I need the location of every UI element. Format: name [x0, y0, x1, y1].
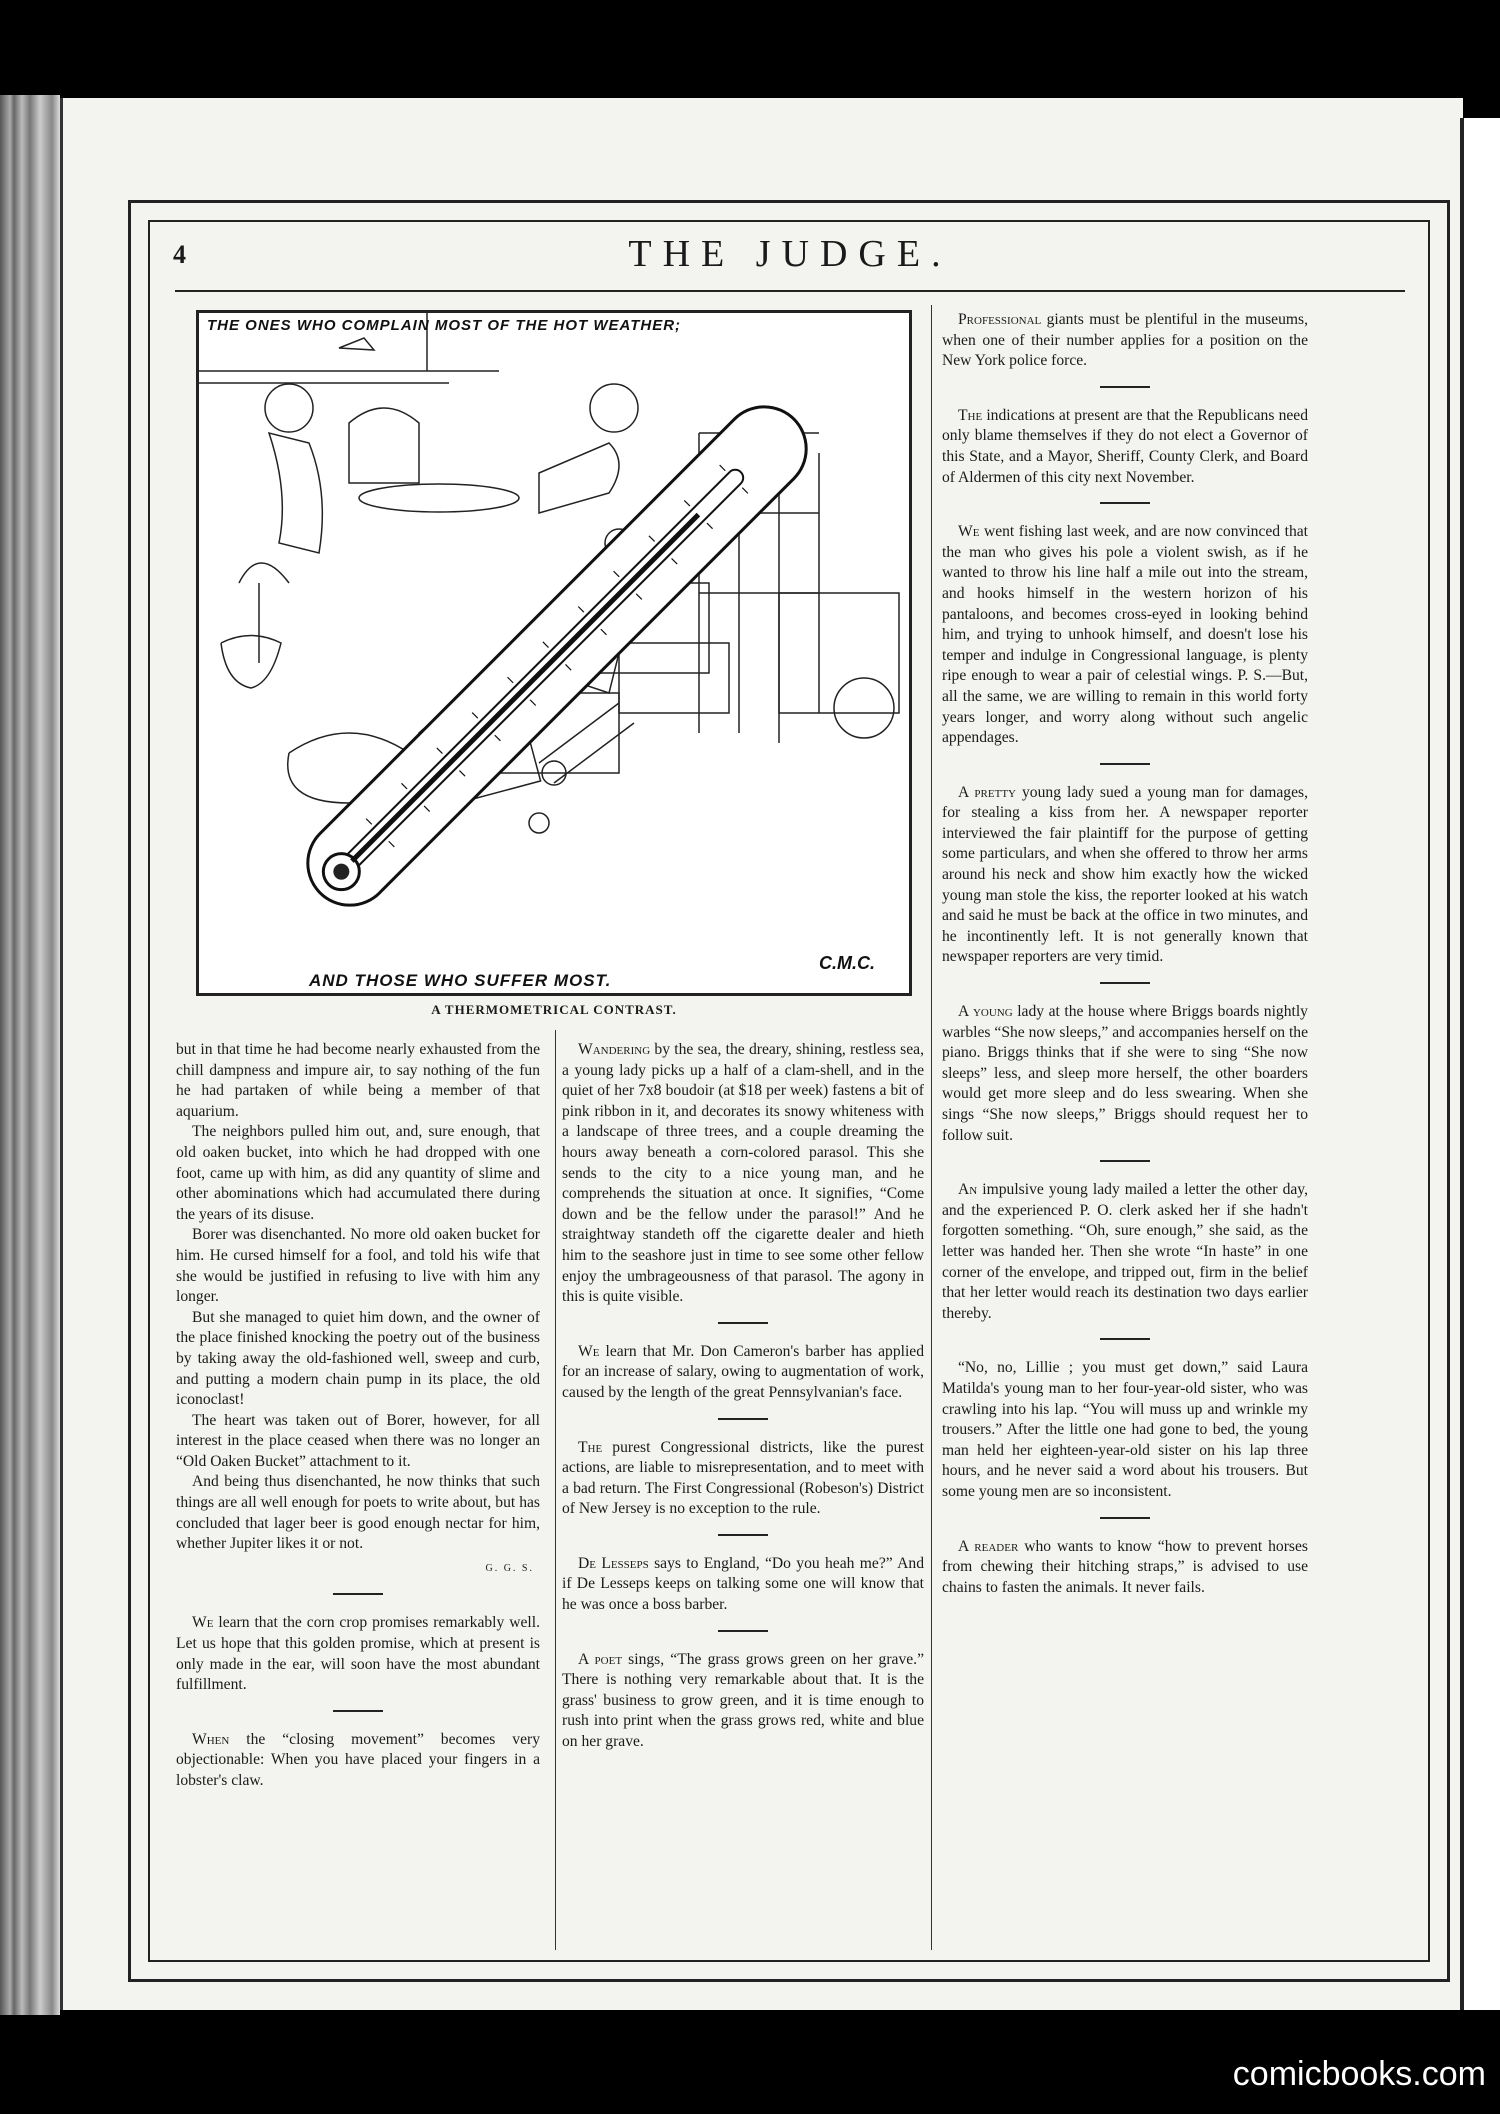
paragraph — [562, 1040, 924, 1308]
paragraph-text: sings, “The grass grows green on her grave.” There is nothing very remarkable about that. It is the grass' business to grow green, and it is time enough to rush into print when the grass grows red, white and blue on her grave. — [562, 1650, 924, 1751]
column-1 — [176, 1040, 540, 1792]
paragraph-text: lady at the house where Briggs boards nightly warbles “She now sleeps,” and accompanies herself on the piano. Briggs thinks that if she were to sing “She now sleeps” less, and sleep more herself, the other boarders would get more sleep and do less swearing. When she sings “She now sleeps,” Briggs should request her to follow suit. — [942, 1003, 1308, 1144]
author-initials: G. G. S. — [485, 1562, 534, 1574]
illustration-caption: A THERMOMETRICAL CONTRAST. — [431, 1002, 677, 1017]
masthead-rule — [175, 290, 1405, 292]
paragraph — [942, 1537, 1308, 1599]
paragraph-text: by the sea, the dreary, shining, restless sea, a young lady picks up a half of a clam-shell, and in the quiet of her 7x8 boudoir (at $18 per week) fastens a bit of pink ribbon in it, and decorates its snowy whiteness with a landscape of three trees, and a couple dreaming the hours away beneath a corn-colored parasol. This she sends to the city to a nice young man, and he comprehends the situation at once. It signifies, “Come down and be the fellow under the parasol!” And he straightway standeth off the cigarette dealer and hieth him to the seashore just in time to see some other fellow enjoy the umbrageousness of that parasol. The agony in this is quite visible. — [562, 1041, 924, 1306]
lead-word: Professional — [958, 311, 1042, 328]
section-divider — [718, 1534, 768, 1536]
lead-word: The — [578, 1438, 603, 1456]
paragraph-text: giants must be plentiful in the museums, when one of their number applies for a position on the New York police force. — [942, 311, 1308, 370]
page-number: 4 — [173, 240, 186, 269]
lead-word: A pretty — [958, 783, 1016, 801]
paragraph-text: the “closing movement” becomes very objectionable: When you have placed your fingers in a lobster's claw. — [176, 1730, 540, 1789]
paragraph: The neighbors pulled him out, and, sure enough, that old oaken bucket, into which he had dropped with one foot, came up with him, as did any quantity of slime and other abominations which had accumulated there during the years of its disuse. — [176, 1123, 540, 1223]
book-binding — [0, 95, 60, 2015]
paragraph: but in that time he had become nearly exhausted from the chill dampness and impure air, to say nothing of the fun he had partaken of while being a member of that aquarium. — [176, 1041, 540, 1120]
paragraph-text: purest Congressional districts, like the purest actions, are liable to misrepresentation, and to meet with a bad return. The First Congressional (Robeson's) District of New Jersey is no exception to the rule. — [562, 1438, 924, 1518]
illustration — [196, 310, 912, 996]
column-2 — [562, 1040, 924, 1753]
paragraph — [942, 522, 1308, 749]
site-watermark: comicbooks.com — [1232, 2055, 1486, 2093]
section-divider — [1100, 386, 1150, 388]
lead-word: An — [958, 1181, 978, 1199]
masthead-title: THE JUDGE. — [628, 233, 952, 275]
paragraph — [562, 1650, 924, 1753]
section-divider — [333, 1593, 383, 1595]
section-divider — [1100, 1338, 1150, 1340]
artist-signature: C.M.C. — [819, 953, 875, 973]
section-divider — [1100, 1517, 1150, 1519]
lead-word: A reader — [958, 1537, 1019, 1555]
paragraph — [942, 1180, 1308, 1324]
section-divider — [718, 1322, 768, 1324]
paragraph — [942, 1002, 1308, 1146]
section-divider — [333, 1710, 383, 1712]
next-page-edge — [1460, 118, 1500, 2010]
paragraph — [942, 406, 1308, 488]
paragraph: Borer was disenchanted. No more old oaken bucket for him. He cursed himself for a fool, and told his wife that she would be justified in refusing to live with him any longer. — [176, 1226, 540, 1306]
paragraph-text: impulsive young lady mailed a letter the other day, and the experienced P. O. clerk asked her if she hadn't forgotten something. “Oh, sure enough,” she said, as the letter was handed her. Then she wrote “In haste” in one corner of the envelope, and tripped out, firm in the belief that her letter would reach its destination two days earlier thereby. — [942, 1181, 1308, 1322]
lead-word: A poet — [578, 1650, 623, 1668]
lead-word: A young — [958, 1003, 1013, 1021]
lead-word: The — [958, 406, 983, 424]
illustration-bottom-label: AND THOSE WHO SUFFER MOST. — [309, 971, 612, 990]
section-divider — [718, 1630, 768, 1632]
section-divider — [1100, 1160, 1150, 1162]
paragraph — [562, 1342, 924, 1404]
section-divider — [1100, 982, 1150, 984]
paragraph-text: learn that Mr. Don Cameron's barber has applied for an increase of salary, owing to augmentation of work, caused by the length of the great Pennsylvanian's face. — [562, 1342, 924, 1401]
paragraph-text: indications at present are that the Republicans need only blame themselves if they do not elect a Governor of this State, and a Mayor, Sheriff, County Clerk, and Board of Aldermen of this city next November. — [942, 406, 1308, 486]
illustration-top-label: THE ONES WHO COMPLAIN MOST OF THE HOT WEATHER; — [207, 317, 682, 334]
paragraph-text: went fishing last week, and are now convinced that the man who gives his pole a violent swish, as if he wanted to throw his line half a mile out into the stream, and hooks himself in the western horizon of his pantaloons, and becomes cross-eyed in looking behind him, and trying to unhook himself, and doesn't lose his temper and indulge in Congressional language, is plenty ripe enough to wear a pair of celestial wings. P. S.—But, all the same, we are willing to remain in this world forty years longer, and worry along without such angelic appendages. — [942, 523, 1308, 747]
paragraph-text: young lady sued a young man for damages, for stealing a kiss from her. A newspaper reporter interviewed the fair plaintiff for the purpose of getting some particulars, and when she offered to throw her arms around his neck and show him exactly how the wicked young man stole the kiss, the reporter looked at his watch and said he must be back at the office in two minutes, and he incontinently left. It is not generally known that newspaper reporters are very timid. — [942, 783, 1308, 966]
section-divider — [1100, 502, 1150, 504]
paragraph-text: says to England, “Do you heah me?” And if De Lesseps keeps on talking some one will know that he was once a boss barber. — [562, 1554, 924, 1614]
column-3 — [942, 310, 1308, 1598]
lead-word: When — [192, 1730, 230, 1748]
paragraph — [176, 1613, 540, 1695]
paragraph: The heart was taken out of Borer, however, for all interest in the place ceased when there was no longer an “Old Oaken Bucket” attachment to it. — [176, 1411, 540, 1470]
paragraph — [176, 1730, 540, 1792]
section-divider — [1100, 763, 1150, 765]
lead-word: De Lesseps — [578, 1554, 649, 1572]
paragraph: And being thus disenchanted, he now thinks that such things are all well enough for poets to write about, but has concluded that lager beer is good enough nectar for him, whether Jupiter likes it or not. — [176, 1473, 540, 1553]
paragraph-text: learn that the corn crop promises remarkably well. Let us hope that this golden promise, which at present is only made in the ear, will soon have the most abundant fulfillment. — [176, 1614, 540, 1694]
paragraph — [562, 1438, 924, 1520]
section-divider — [718, 1418, 768, 1420]
lead-word: We — [192, 1614, 214, 1632]
lead-word: Wandering — [578, 1041, 651, 1058]
paragraph — [942, 310, 1308, 372]
column-rule-1 — [555, 1030, 556, 1950]
column-rule-2 — [931, 305, 932, 1950]
paragraph — [942, 783, 1308, 968]
lead-word: We — [958, 523, 980, 541]
paragraph: But she managed to quiet him down, and the owner of the place finished knocking the poetry out of the business by taking away the old-fashioned well, sweep and curb, and putting a modern chain pump in its place, the old iconoclast! — [176, 1308, 540, 1409]
paragraph-text: who wants to know “how to prevent horses from chewing their hitching straps,” is advised to use chains to fasten the animals. It never fails. — [942, 1537, 1308, 1596]
paragraph — [562, 1554, 924, 1616]
illustration-drawing — [199, 313, 912, 996]
paragraph: “No, no, Lillie ; you must get down,” said Laura Matilda's young man to her four-year-old sister, who was crawling into his lap. “You will muss up and wrinkle my trousers.” After the little one had gone to bed, the young man held her eighteen-year-old sister on his lap three hours, and he never said a word about his trousers. But some young men are so inconsistent. — [942, 1359, 1308, 1500]
lead-word: We — [578, 1342, 600, 1360]
